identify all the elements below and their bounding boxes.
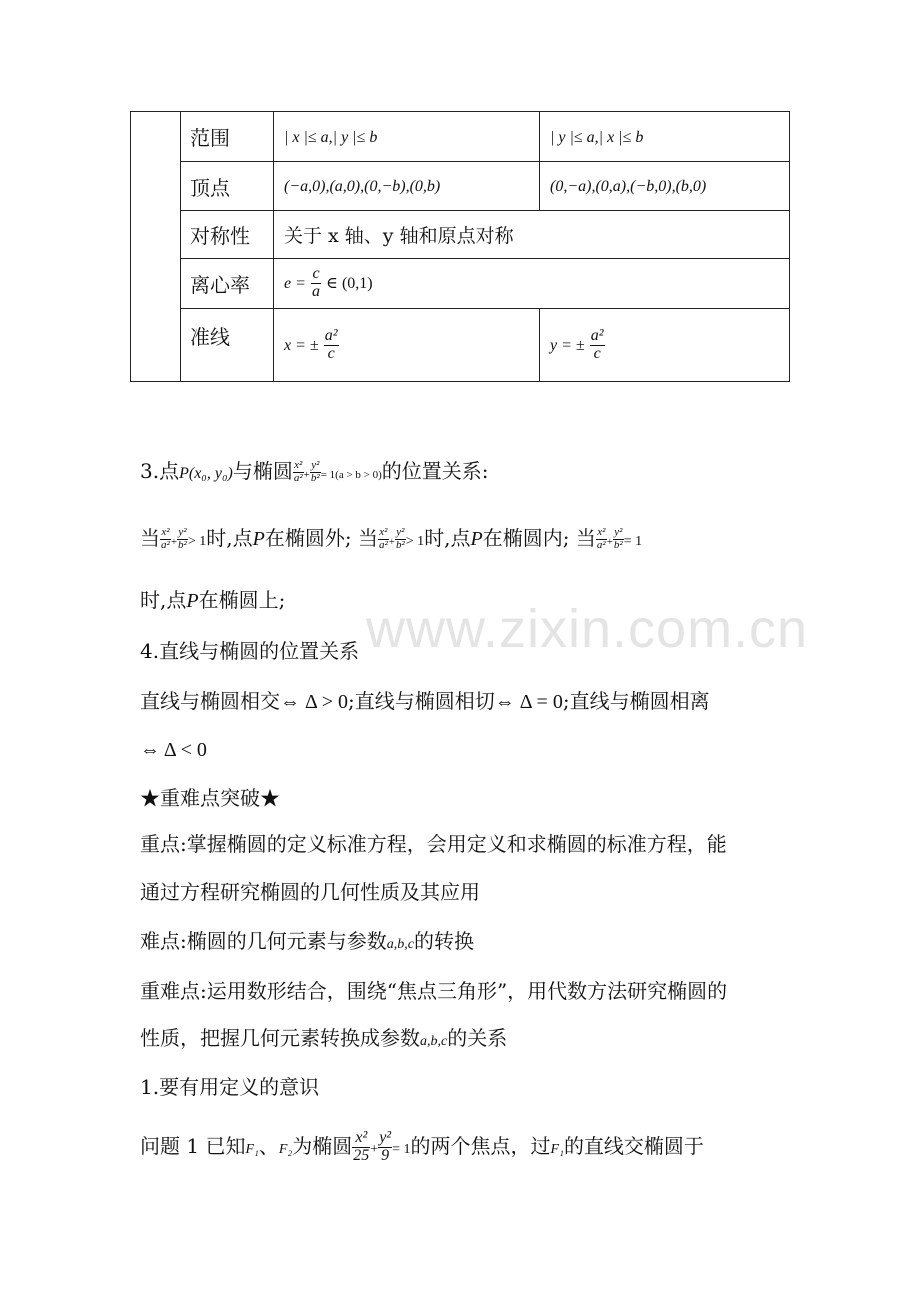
row-label-range: 范围 xyxy=(181,112,274,162)
problem1-line xyxy=(140,1130,704,1165)
q1-b: 为椭圆 xyxy=(292,1134,353,1158)
row-label-symmetry: 对称性 xyxy=(181,211,274,259)
key-l2: 通过方程研究椭圆的几何性质及其应用 xyxy=(140,880,480,904)
s3b-gt1: > 1 xyxy=(187,534,207,549)
directrix1-num: a² xyxy=(324,326,338,344)
row-label-vertex: 顶点 xyxy=(181,162,274,211)
directrix1-den: c xyxy=(327,344,335,362)
s4-b: ;直线与椭圆相切 xyxy=(348,689,495,713)
s3b-frac-x2 xyxy=(378,527,389,551)
ecc-num: c xyxy=(312,265,320,283)
s3b-frac-x3 xyxy=(596,527,607,551)
q1-sep: 、 xyxy=(258,1134,279,1158)
s3b-t2: 时,点 xyxy=(424,526,471,550)
vertex-col2: (0,−a),(0,a),(−b,0),(b,0) xyxy=(550,178,707,195)
q1-y2: y² xyxy=(379,1129,392,1147)
ecc-rhs: ∈ (0,1) xyxy=(326,275,373,292)
s3b-plus-1: + xyxy=(170,536,178,548)
ecc-fraction xyxy=(311,266,321,301)
key-l3b: 的转换 xyxy=(413,929,474,953)
s3b-p1: P xyxy=(252,528,265,550)
s3-frac-y xyxy=(310,460,321,484)
row-label-eccentricity: 离心率 xyxy=(181,259,274,309)
watermark: www.zixin.com.cn xyxy=(366,599,809,659)
q1-frac-x xyxy=(352,1130,370,1165)
symmetry-value: 关于 x 轴、y 轴和原点对称 xyxy=(284,225,514,247)
s3-plus: + xyxy=(303,469,310,481)
q1-F1: F₁ xyxy=(245,1142,259,1157)
s4-a: 直线与椭圆相交 xyxy=(140,689,280,713)
s3b-gt2: > 1 xyxy=(405,534,425,549)
directrix2-num: a² xyxy=(590,326,604,344)
s3b-plus-2: + xyxy=(388,536,395,548)
key-l5b: 的关系 xyxy=(447,1026,508,1050)
ecc-den: a xyxy=(312,283,320,300)
s4-b-m: ⇔ Δ = 0 xyxy=(494,691,563,713)
s3b-b2-2: b² xyxy=(395,539,405,551)
s3c-p: P xyxy=(186,590,199,612)
key-abc-2: a,b,c xyxy=(420,1034,448,1049)
key-l5 xyxy=(140,1022,507,1051)
s3-x2: x² xyxy=(294,459,303,472)
directrix2-lhs: y = ± xyxy=(550,336,585,354)
q1-x2: x² xyxy=(352,1130,370,1148)
q1-F1b: F₁ xyxy=(550,1142,564,1157)
s4-a-m: ⇔ Δ > 0 xyxy=(280,691,349,713)
s4-c: ;直线与椭圆相离 xyxy=(562,689,710,713)
section3-conditions xyxy=(140,522,642,552)
section4-line1 xyxy=(140,685,710,714)
s3b-y2-1: y² xyxy=(178,526,187,539)
s3c-t: 时,点 xyxy=(140,588,187,612)
key-l3 xyxy=(140,925,474,954)
directrix2-fraction xyxy=(590,328,605,363)
s3b-in: 在椭圆内; xyxy=(482,526,570,550)
directrix1-fraction xyxy=(324,328,339,363)
s3-point: P(x₀, y₀) xyxy=(179,465,233,482)
s3b-frac-y2 xyxy=(395,527,406,551)
q1-d9: 9 xyxy=(381,1147,390,1164)
s3b-frac-y3 xyxy=(613,527,624,551)
q1-F2: F₂ xyxy=(278,1142,293,1157)
s3-frac-x xyxy=(293,460,304,484)
directrix1-lhs: x = ± xyxy=(284,336,319,354)
q1-frac-y xyxy=(378,1130,392,1165)
q1-d25: 25 xyxy=(353,1147,370,1164)
q1-eq: = 1 xyxy=(392,1142,411,1157)
section4-line2 xyxy=(140,737,207,762)
s3b-y2-2: y² xyxy=(396,526,405,539)
directrix2-den: c xyxy=(593,344,601,362)
s3b-p2: P xyxy=(470,528,483,550)
section4-title: 4.直线与椭圆的位置关系 xyxy=(140,639,360,663)
s3-b2: b² xyxy=(310,472,320,484)
s3b-w1: 当 xyxy=(140,526,160,550)
key-l4: 重难点:运用数形结合，围绕“焦点三角形”，用代数方法研究椭圆的 xyxy=(140,979,728,1003)
s3b-frac-x1 xyxy=(160,527,171,551)
table-blank-cell xyxy=(131,112,181,382)
s3-mid: 与椭圆 xyxy=(232,459,293,483)
key-heading: ★重难点突破★ xyxy=(140,786,280,810)
s3-prefix: 3.点 xyxy=(140,459,180,483)
range-col1: | x |≤ a,| y |≤ b xyxy=(284,128,378,146)
q1-plus: + xyxy=(370,1142,379,1157)
s3b-x2-1: x² xyxy=(161,526,170,539)
ecc-lhs: e = xyxy=(284,275,306,292)
s3b-y2-3: y² xyxy=(614,526,623,539)
q1-a: 问题 1 已知 xyxy=(140,1134,246,1158)
range-col2: | y |≤ a,| x |≤ b xyxy=(550,128,644,146)
key-l6: 1.要有用定义的意识 xyxy=(140,1075,320,1099)
q1-c: 的两个焦点，过 xyxy=(410,1134,551,1158)
s3b-b2-3: b² xyxy=(613,539,623,551)
row-label-directrix: 准线 xyxy=(181,309,274,382)
s4-d-m: ⇔ Δ < 0 xyxy=(140,739,207,761)
key-abc-1: a,b,c xyxy=(386,937,414,952)
section3-line xyxy=(140,455,489,485)
s3-eq-cond: = 1(a > b > 0) xyxy=(320,469,382,481)
s3b-plus-3: + xyxy=(606,536,613,548)
q1-d: 的直线交椭圆于 xyxy=(563,1134,704,1158)
s3b-b2-1: b² xyxy=(178,539,187,551)
s3b-a2-3: a² xyxy=(596,539,606,551)
s3-suffix: 的位置关系: xyxy=(381,459,489,483)
section3-on xyxy=(140,584,285,613)
s3-a2: a² xyxy=(293,472,303,484)
s3-y2: y² xyxy=(311,459,320,472)
ellipse-properties-table xyxy=(130,111,790,382)
key-l5a: 性质，把握几何元素转换成参数 xyxy=(140,1026,420,1050)
s3b-w2: 当 xyxy=(357,526,378,550)
s3b-out: 在椭圆外; xyxy=(264,526,352,550)
key-l1: 重点:掌握椭圆的定义标准方程，会用定义和求椭圆的标准方程，能 xyxy=(140,832,727,856)
s3c-on: 在椭圆上; xyxy=(198,588,286,612)
s3b-frac-y1 xyxy=(177,527,188,551)
key-l3a: 难点:椭圆的几何元素与参数 xyxy=(140,929,387,953)
s3b-a2-1: a² xyxy=(161,539,170,551)
s3b-x2-2: x² xyxy=(379,526,388,539)
s3b-eq: = 1 xyxy=(623,534,643,549)
s3b-a2-2: a² xyxy=(378,539,388,551)
vertex-col1: (−a,0),(a,0),(0,−b),(0,b) xyxy=(284,178,441,195)
s3b-w3: 当 xyxy=(575,526,596,550)
s3b-x2-3: x² xyxy=(597,526,606,539)
s3b-t1: 时,点 xyxy=(206,526,253,550)
